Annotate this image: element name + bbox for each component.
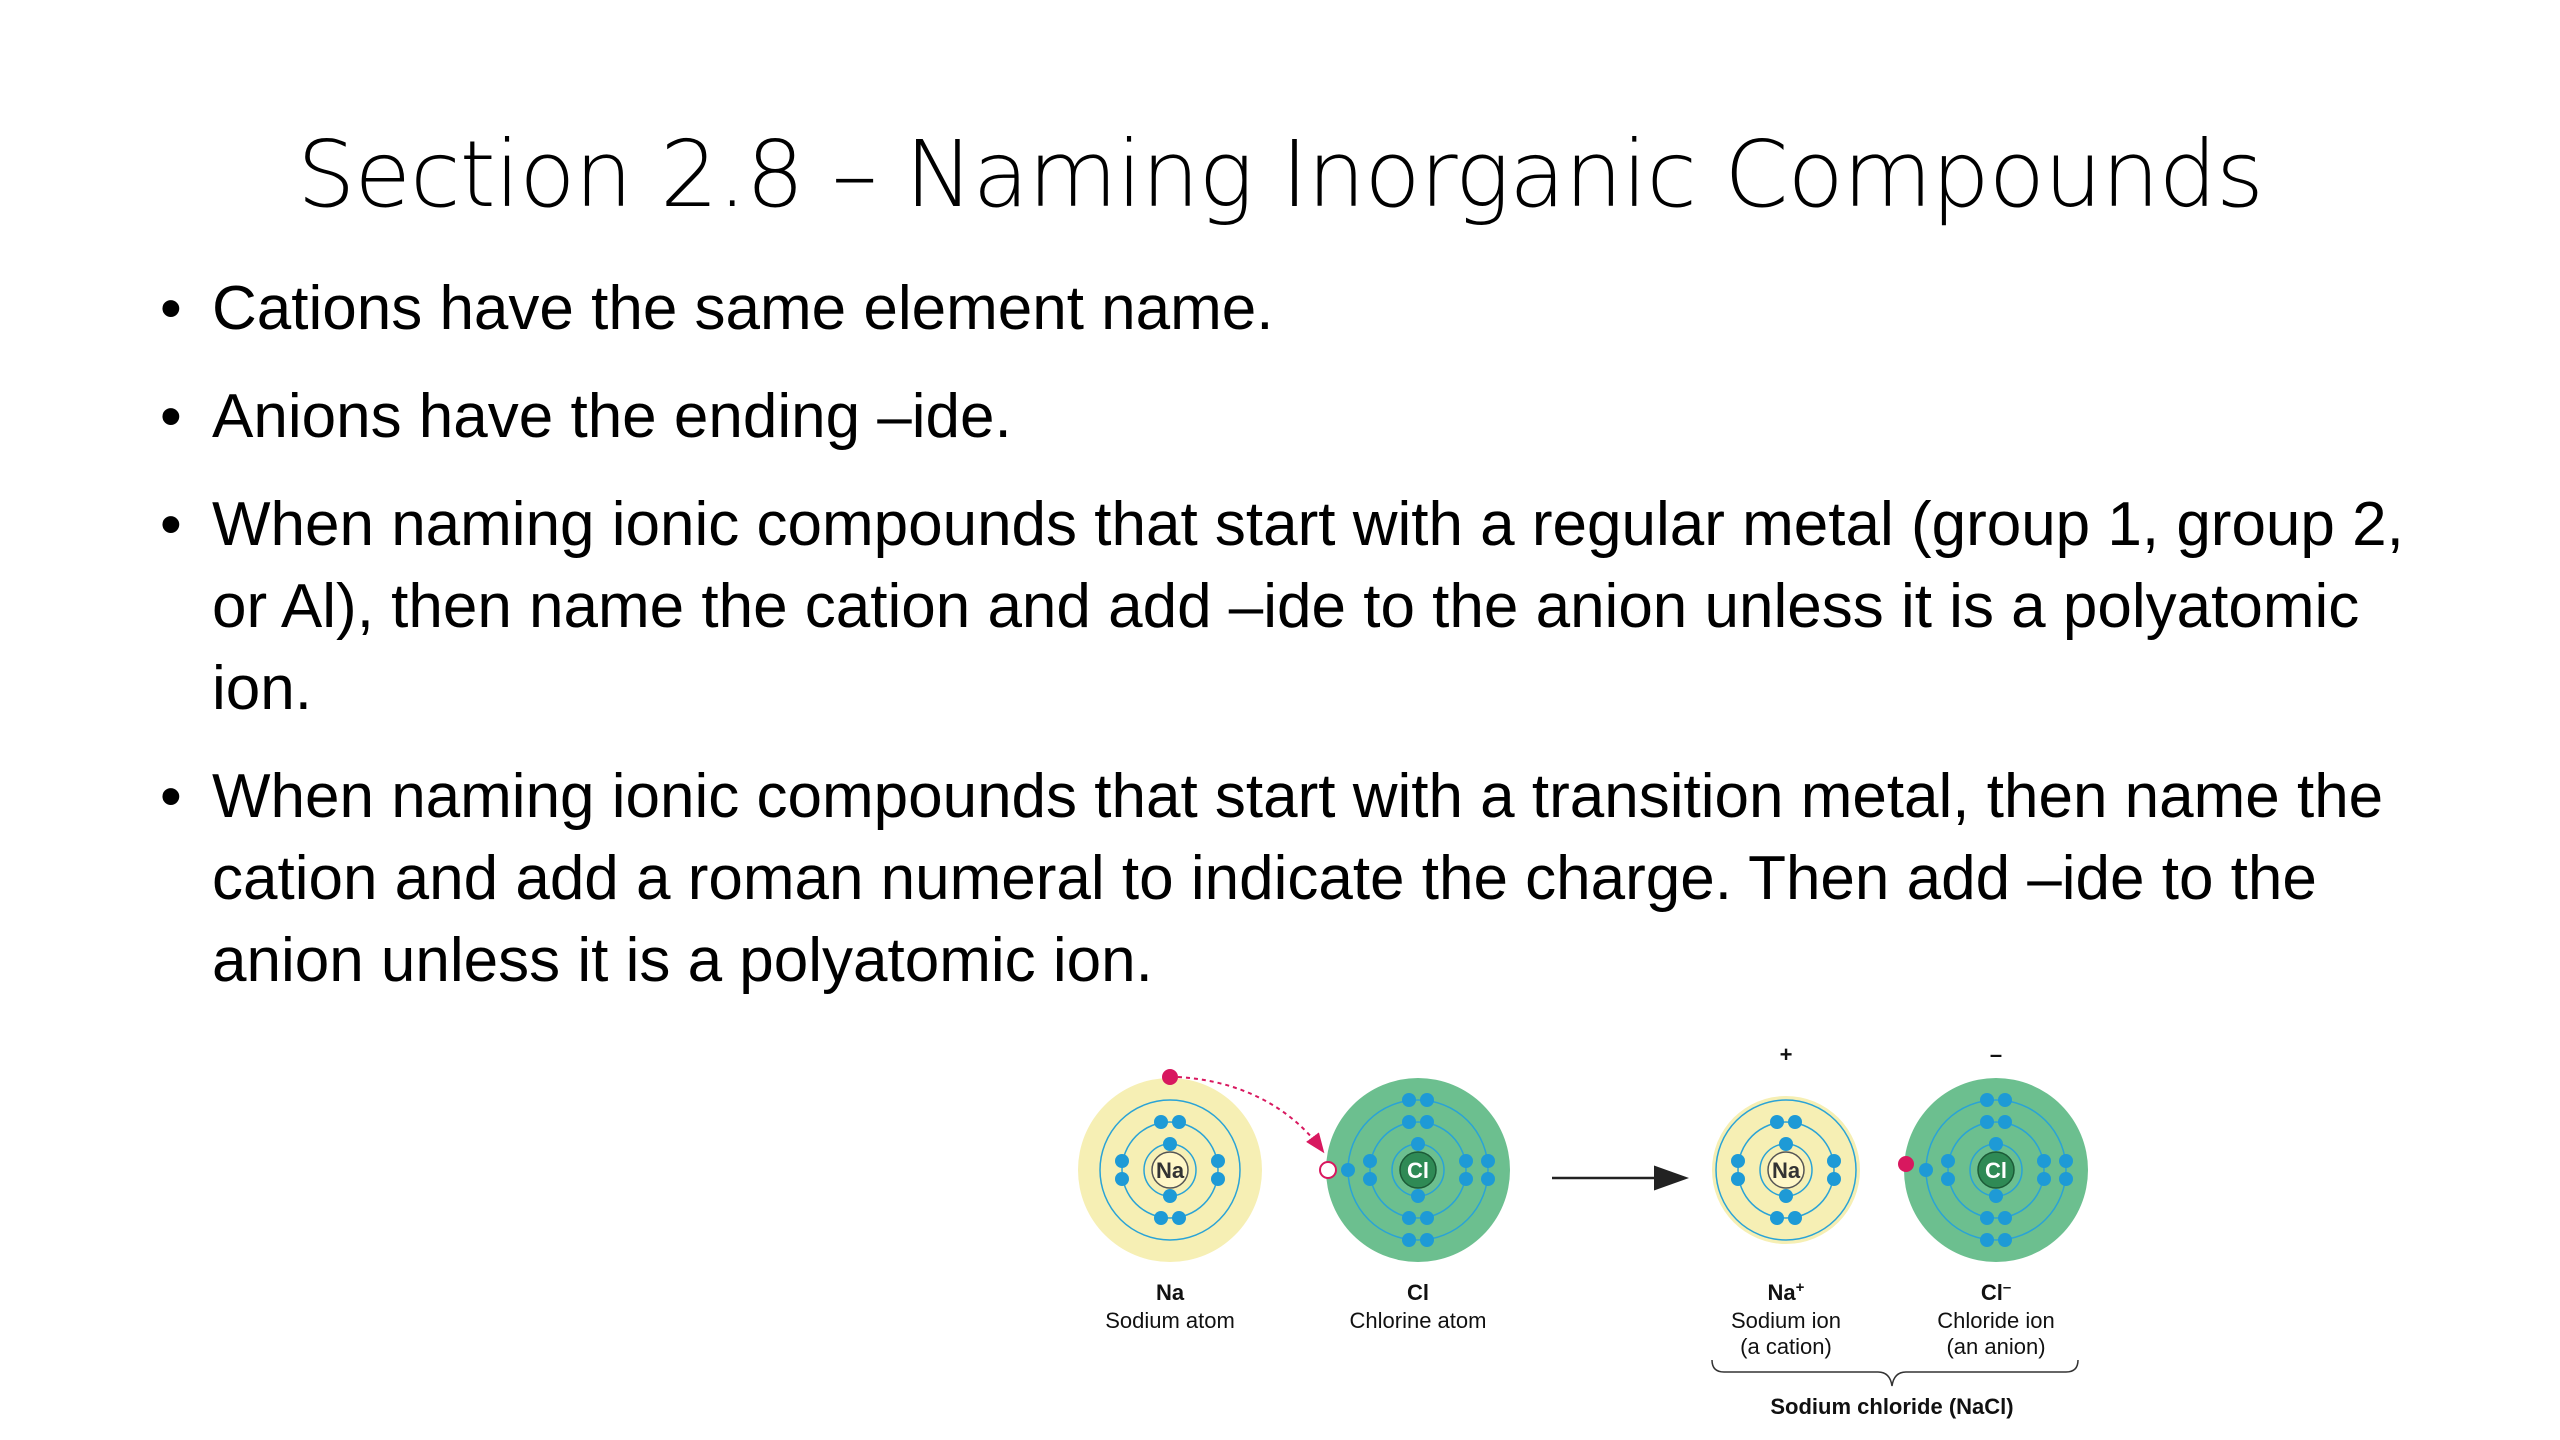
bullet-glyph: • [160,382,182,451]
sodium-nucleus-label: Na [1155,1158,1185,1183]
electron-dot [1154,1115,1168,1129]
chloride-ion-note: (an anion) [1946,1334,2046,1359]
bullet-glyph: • [160,274,182,343]
bullet-item [160,376,2460,458]
electron-dot [1363,1172,1377,1186]
electron-dot [1163,1189,1177,1203]
electron-dot [2059,1154,2073,1168]
chloride-gained-electron [1898,1156,1914,1172]
sodium-ion-charge: + [1779,1042,1793,1067]
electron-dot [1998,1211,2012,1225]
bullet-glyph: • [160,762,182,831]
ionic-bond-svg [1060,1030,2100,1440]
bullet-item [160,484,2460,730]
electron-dot [1154,1211,1168,1225]
electron-dot [1163,1137,1177,1151]
sodium-ion-superscript: + [1795,1279,1805,1296]
ionic-bond-diagram [1060,1030,2100,1440]
chloride-ion-symbol [1981,1279,2011,1305]
chlorine-atom-symbol: Cl [1407,1280,1429,1305]
chlorine-vacancy [1320,1162,1336,1178]
chlorine-atom-name: Chlorine atom [1349,1308,1487,1333]
electron-dot [1211,1172,1225,1186]
electron-dot [1779,1137,1793,1151]
electron-dot [1919,1163,1933,1177]
chloride-ion-nucleus-label: Cl [1985,1158,2007,1183]
electron-dot [1980,1233,1994,1247]
sodium-ion [1712,1042,1860,1244]
sodium-ion-symbol [1768,1279,1805,1305]
electron-dot [1481,1154,1495,1168]
chloride-ion-superscript: – [2002,1279,2012,1296]
electron-dot [1459,1172,1473,1186]
electron-dot [1402,1115,1416,1129]
bullet-text: When naming ionic compounds that start with a transition metal, then name the cation and add a roman numeral to indicate the charge. Then add –ide to the anion unless it is a polyatomic ion. [212,762,2384,995]
electron-dot [1402,1093,1416,1107]
chloride-ion [1898,1042,2088,1262]
sodium-ion-nucleus-label: Na [1771,1158,1801,1183]
electron-dot [2059,1172,2073,1186]
electron-dot [1998,1093,2012,1107]
electron-dot [1731,1154,1745,1168]
electron-dot [1115,1172,1129,1186]
chlorine-nucleus-label: Cl [1407,1158,1429,1183]
sodium-atom [1078,1069,1262,1262]
bullet-text: When naming ionic compounds that start with a regular metal (group 1, group 2, or Al), then name the cation and add –ide to the anion unless it is a polyatomic ion. [212,490,2404,723]
bullet-text: Anions have the ending –ide. [212,382,1012,451]
electron-dot [1402,1211,1416,1225]
electron-dot [1827,1172,1841,1186]
electron-dot [1998,1233,2012,1247]
electron-dot [1411,1137,1425,1151]
electron-dot [1363,1154,1377,1168]
electron-dot [1788,1211,1802,1225]
electron-dot [1998,1115,2012,1129]
electron-dot [1172,1211,1186,1225]
sodium-ion-name: Sodium ion [1730,1308,1842,1333]
sodium-ion-note: (a cation) [1740,1334,1832,1359]
electron-dot [1980,1211,1994,1225]
electron-dot [1211,1154,1225,1168]
electron-dot [1731,1172,1745,1186]
electron-dot [1420,1093,1434,1107]
electron-dot [1172,1115,1186,1129]
bullet-item [160,268,2460,350]
bullet-item [160,756,2460,1002]
electron-dot [2037,1154,2051,1168]
electron-dot [1770,1115,1784,1129]
chloride-ion-charge: – [1989,1042,2003,1067]
electron-dot [1980,1093,1994,1107]
electron-dot [1420,1233,1434,1247]
electron-dot [1481,1172,1495,1186]
electron-dot [1420,1211,1434,1225]
electron-dot [1459,1154,1473,1168]
electron-dot [1402,1233,1416,1247]
electron-dot [1989,1189,2003,1203]
bullet-glyph: • [160,490,182,559]
electron-dot [1341,1163,1355,1177]
electron-dot [1941,1172,1955,1186]
bullet-text: Cations have the same element name. [212,274,1274,343]
slide-title: Section 2.8 – Naming Inorganic Compounds [297,121,2263,228]
electron-dot [1770,1211,1784,1225]
compound-label: Sodium chloride (NaCl) [1770,1394,2014,1419]
chloride-ion-symbol-base: Cl [1980,1280,2003,1305]
electron-dot [1827,1154,1841,1168]
compound-brace [1712,1360,2078,1386]
electron-dot [1420,1115,1434,1129]
chlorine-atom [1320,1078,1510,1262]
electron-dot [1941,1154,1955,1168]
electron-dot [1788,1115,1802,1129]
electron-dot [1115,1154,1129,1168]
bullet-list [160,268,2460,1028]
sodium-atom-symbol: Na [1155,1280,1185,1305]
electron-dot [1779,1189,1793,1203]
electron-dot [1411,1189,1425,1203]
sodium-ion-symbol-base: Na [1767,1280,1796,1305]
electron-dot [2037,1172,2051,1186]
chloride-ion-name: Chloride ion [1937,1308,2055,1333]
sodium-valence-electron [1162,1069,1178,1085]
electron-dot [1980,1115,1994,1129]
sodium-atom-name: Sodium atom [1105,1308,1235,1333]
electron-dot [1989,1137,2003,1151]
